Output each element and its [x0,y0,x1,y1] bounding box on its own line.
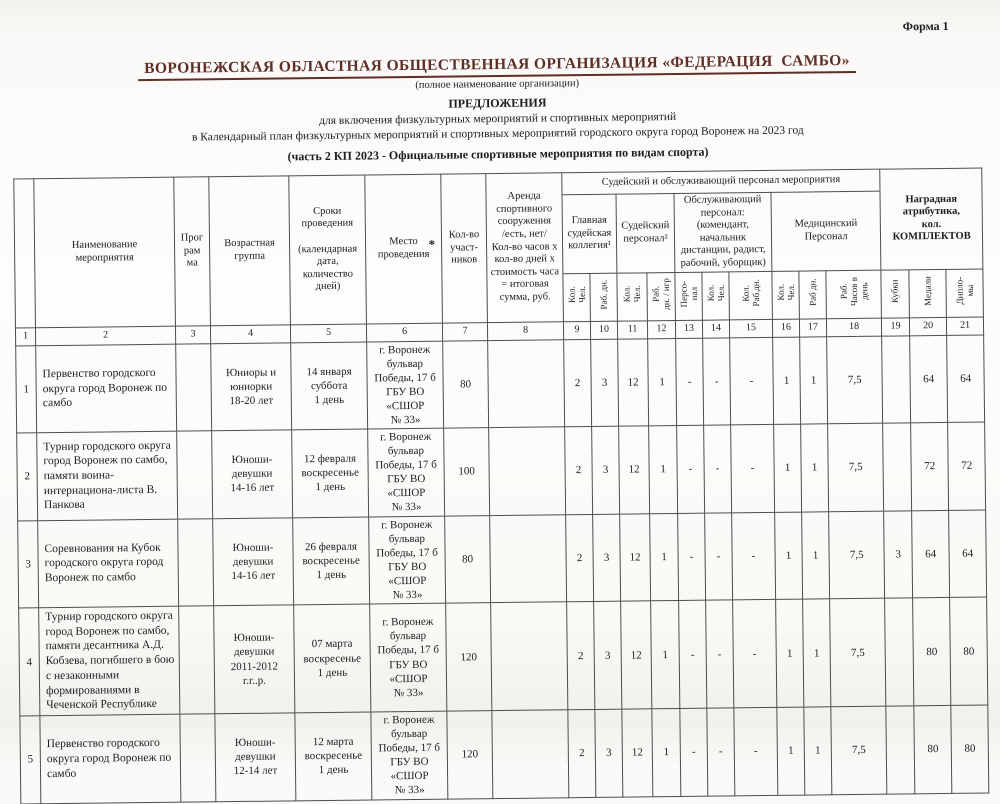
subtitle-line-3: в Календарный план физкультурных мероприятий и спортивных мероприятий городского округа город Воронеж на 2023 год [191,124,804,144]
table-cell: Турнир городского округа город Воронеж по самбо, памяти десантника А.Д. Кобзева, погибшего в бою с незаконными формированиями в Чеченской Республике [39,606,180,716]
header-medical-staff: Медицинский Персонал [771,191,881,271]
rotated-column-header [675,272,703,320]
table-cell: г. Воронеж бульвар Победы, 17 б ГБУ ВО «СШОР № 33» [371,711,448,799]
column-number: 11 [617,320,647,338]
rotated-column-header-label: Персо- нал [678,280,699,308]
column-number: 1 [15,327,35,345]
column-number: 13 [675,320,702,338]
rotated-column-header [909,269,947,317]
table-cell: - [733,599,777,708]
table-cell: 80 [914,705,952,793]
table-cell: - [731,424,775,512]
rotated-column-header [946,269,984,317]
rotated-column-header [799,270,827,318]
title-note: (полное наименование организации) [415,78,580,91]
table-cell: 1 [776,599,804,707]
column-number: 2 [35,326,175,346]
table-cell: - [705,512,733,600]
table-cell: 64 [910,335,948,423]
table-cell: 12 [620,513,651,601]
form-label: Форма 1 [902,18,949,34]
table-cell: 12 [621,601,652,709]
table-body [15,317,988,804]
table-cell: 2 [568,710,596,798]
table-cell: 80 [443,340,489,428]
table-cell: 72 [911,423,949,511]
table-cell: - [679,600,707,708]
table-cell [488,339,565,427]
table-cell: - [734,707,778,795]
table-cell: 3 [594,601,622,709]
table-cell: Соревнования на Кубок городского округа город Воронеж по самбо [38,519,179,608]
table-cell [491,602,568,711]
table-cell: 1 [801,424,829,512]
table-cell: 7,5 [827,336,883,424]
table-cell: 64 [912,510,950,598]
table-cell: 1 [800,336,828,424]
column-number: 8 [487,321,563,340]
column-number: 15 [729,319,772,337]
table-cell: 1 [774,424,802,512]
table-cell: 3 [592,426,620,514]
table-cell: 2 [17,433,38,521]
table-cell [886,706,915,794]
rotated-column-header-label: Раб. Часов в день [838,277,869,307]
table-cell: - [678,513,706,601]
table-cell: 1 [802,511,830,599]
table-cell: Юноши- девушки 14-16 лет [212,430,293,518]
table-cell [176,343,212,431]
header-personnel-group: Судейский и обслуживающий персонал мероприятия [562,169,880,195]
table-cell: 1 [775,512,803,600]
table-cell: 12 [622,709,653,797]
table-cell [177,431,213,519]
column-number: 19 [882,317,910,335]
table-cell: 80 [950,597,988,705]
table-header [14,168,984,328]
table-cell: Юниоры и юниорки 18-20 лет [211,343,292,431]
table-cell: 1 [651,601,680,709]
table-cell: 12 февраля воскресенье 1 день [292,429,369,517]
table-cell: 64 [949,510,987,598]
table-cell: - [730,337,774,425]
column-number: 21 [947,317,984,335]
rotated-column-header [590,273,618,321]
table-cell: 80 [913,597,951,705]
header-service-staff: Обслуживающий персонал: (комендант, начальник дистанции, радист, рабочий, уборщик) [674,192,772,272]
table-cell: 120 [447,711,493,799]
table-row [16,335,985,433]
rotated-column-header-label: Кубки [889,279,901,304]
table-cell: 12 [618,338,649,426]
header-chief-judges: Главная судейская коллегия¹ [562,194,617,273]
column-number: 20 [910,317,947,335]
table-cell: - [677,425,705,513]
column-number: 18 [826,318,881,337]
page-title: ВОРОНЕЖСКАЯ ОБЛАСТНАЯ ОБЩЕСТВЕННАЯ ОРГАНИЗАЦИЯ «ФЕДЕРАЦИЯ САМБО» [138,52,856,81]
table-cell: 5 [20,716,41,804]
rotated-column-header [772,271,800,319]
table-cell: Первенство городского округа город Воронеж по самбо [40,714,181,803]
table-cell: Юноши- девушки 2011-2012 г.г..р. [214,605,295,714]
table-cell: 1 [652,709,681,797]
table-cell: - [680,708,708,796]
table-cell: 1 [649,426,678,514]
table-cell: - [706,600,734,708]
rotated-column-header [563,273,591,321]
table-cell: г. Воронеж бульвар Победы, 17 б ГБУ ВО «СШОР № 33» [369,516,446,604]
header-venue-label: Место проведения [377,236,430,261]
table-cell: 1 [804,707,832,795]
table-cell: 7,5 [831,706,887,794]
table-cell: 1 [648,338,677,426]
rotated-column-header-label: Кол. Чел. [566,286,587,304]
table-cell: - [732,512,776,600]
rotated-column-header-label: Раб. дн. / игр [650,278,672,310]
column-number: 17 [799,318,826,336]
column-number: 5 [290,324,366,343]
table-cell: 4 [19,608,40,716]
table-cell: 7,5 [829,511,885,599]
table-cell: г. Воронеж бульвар Победы, 17 б ГБУ ВО «СШОР № 33» [370,603,447,712]
header-age-group: Возрастная группа [209,176,291,325]
table-cell [885,598,914,706]
column-number: 6 [366,323,442,342]
asterisk-mark: * [428,236,436,252]
column-number: 12 [647,320,675,338]
table-cell: 3 [593,514,621,602]
rotated-column-header-label: Кол. Чел. [621,285,643,303]
table-cell: г. Воронеж бульвар Победы, 17 б ГБУ ВО «СШОР № 33» [368,428,445,516]
table-cell: 64 [947,335,985,423]
table-cell [179,606,215,714]
subtitle-line-2: для включения физкультурных мероприятий и спортивных мероприятий [319,110,677,127]
table-cell: 2 [565,427,593,515]
header-judging-staff: Судейский персонал² [616,194,675,273]
table-cell: 3 [591,339,619,427]
table-cell [492,710,569,798]
column-number: 14 [702,320,729,338]
column-number: 3 [175,325,210,343]
table-cell: 2 [564,339,592,427]
table-cell [178,518,214,606]
table-cell: 1 [773,337,801,425]
column-number: 10 [590,321,617,339]
table-cell: 2 [567,601,595,709]
table-cell: 26 февраля воскресенье 1 день [293,517,370,605]
table-cell: 12 [619,426,650,514]
table-cell: 1 [777,707,805,795]
header-rent: Аренда спортивного сооружения /есть, нет/ Кол-во часов х кол-во дней х стоимость часа = итоговая сумма, руб. [486,173,564,322]
table-cell: 80 [445,515,491,603]
column-number: 4 [210,325,290,344]
events-table [13,168,989,804]
header-event-name: Наименование мероприятия [34,177,176,327]
table-cell: - [676,338,704,426]
rotated-column-header [729,271,773,319]
rotated-column-header-label: Раб дн. [807,278,818,307]
column-number: 9 [563,321,590,339]
table-cell: 1 [650,513,679,601]
table-row [19,597,988,716]
table-cell: 7,5 [830,598,886,707]
table-cell: 14 января суббота 1 день [291,342,368,430]
header-awards: Наградная атрибутика, кол. КОМПЛЕКТОВ [880,168,983,270]
header-row-number [14,179,36,328]
table-cell: 3 [884,510,913,598]
rotated-column-header-label: Кол. Раб.дн. [740,279,761,307]
header-dates: Сроки проведения (календарная дата, количество дней) [289,175,367,324]
rotated-column-header [881,269,910,317]
table-cell: г. Воронеж бульвар Победы, 17 б ГБУ ВО «СШОР № 33» [367,341,444,429]
table-cell: - [703,338,731,426]
table-row [20,705,989,803]
table-cell: 3 [18,520,39,608]
header-program: Прог рам ма [174,177,211,326]
table-cell: 07 марта воскресенье 1 день [294,604,371,713]
table-cell: 1 [16,345,37,433]
rotated-column-header [647,272,676,320]
column-number: 16 [772,319,799,337]
rotated-column-header [702,272,730,320]
table-row [18,510,987,608]
table-cell: Юноши- девушки 14-16 лет [213,517,294,605]
table-cell: Турнир городского округа город Воронеж по самбо, памяти воина-интернациона-листа В. Панкова [37,431,178,520]
table-row [17,422,986,520]
rotated-column-header-label: Медали [922,276,933,306]
table-cell: 12 марта воскресенье 1 день [295,712,372,800]
table-cell: 80 [951,705,989,793]
subtitle-line-4: (часть 2 КП 2023 - Официальные спортивные мероприятия по видам спорта) [287,145,709,164]
rotated-column-header [617,272,648,320]
header-participants: Кол-во участ- ников [441,174,488,323]
table-cell: 1 [803,599,831,707]
table-cell: 72 [948,422,986,510]
table-cell [883,423,912,511]
table-cell [882,335,911,423]
rotated-column-header-label: Кол. Чел. [775,284,796,302]
rotated-column-header-label: Дипло- мы [954,276,975,305]
rotated-column-header [826,270,882,319]
table-cell: Первенство городского округа город Воронеж по самбо [36,344,177,433]
table-cell: 3 [595,709,623,797]
table-cell: 100 [444,428,490,516]
rotated-column-header-label: Кол. Чел. [705,284,726,302]
subtitle-line-1: ПРЕДЛОЖЕНИЯ [448,95,547,111]
rotated-column-header-label: Раб. дн. [598,279,609,310]
table-cell [489,427,566,515]
table-cell: - [707,708,735,796]
table-cell: 120 [446,603,492,712]
column-number: 7 [442,322,487,341]
header-venue [365,174,443,323]
table-cell: - [704,425,732,513]
table-cell: 2 [566,514,594,602]
table-cell [180,714,216,802]
table-cell: Юноши- девушки 12-14 лет [215,713,296,801]
table-cell [490,514,567,602]
table-cell: 7,5 [828,423,884,511]
